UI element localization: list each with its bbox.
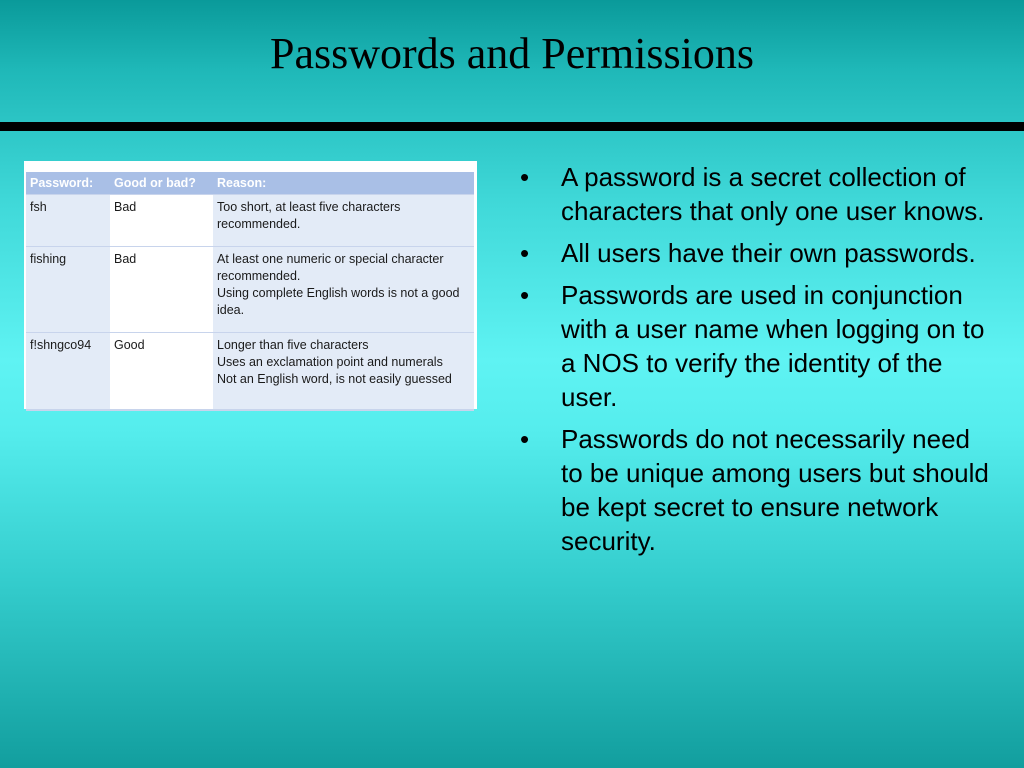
bullet-item xyxy=(520,236,990,270)
table-row xyxy=(26,195,474,247)
cell-password: fishing xyxy=(26,247,110,333)
header-reason: Reason: xyxy=(213,172,474,195)
bullet-item xyxy=(520,422,990,558)
reason-line: Longer than five characters xyxy=(217,338,369,352)
bullet-list xyxy=(520,160,990,566)
bullet-text: Passwords do not necessarily need to be unique among users but should be kept secret to ensure network security. xyxy=(561,424,989,556)
slide-title: Passwords and Permissions xyxy=(269,29,755,78)
bullet-glyph: • xyxy=(520,238,530,268)
bullet-text: A password is a secret collection of characters that only one user knows. xyxy=(561,162,985,226)
reason-line: Using complete English words is not a good idea. xyxy=(217,286,460,317)
title-divider xyxy=(0,122,1024,131)
reason-line: Too short, at least five characters recommended. xyxy=(217,200,401,231)
table-header-row xyxy=(26,172,474,195)
header-password: Password: xyxy=(26,172,110,195)
cell-password: f!shngco94 xyxy=(26,333,110,410)
cell-rating: Bad xyxy=(110,247,213,333)
password-table xyxy=(26,172,474,411)
cell-reason xyxy=(213,195,474,247)
cell-password: fsh xyxy=(26,195,110,247)
bullet-item xyxy=(520,278,990,414)
bullet-glyph: • xyxy=(520,280,530,310)
bullet-glyph: • xyxy=(520,424,530,454)
reason-line: Not an English word, is not easily guessed xyxy=(217,372,452,386)
reason-line: At least one numeric or special character recommended. xyxy=(217,252,444,283)
cell-reason xyxy=(213,333,474,410)
cell-reason xyxy=(213,247,474,333)
cell-rating: Good xyxy=(110,333,213,410)
bullet-item xyxy=(520,160,990,228)
bullet-text: Passwords are used in conjunction with a user name when logging on to a NOS to verify the identity of the user. xyxy=(561,280,985,412)
bullet-text: All users have their own passwords. xyxy=(561,238,976,268)
header-good-or-bad: Good or bad? xyxy=(110,172,213,195)
bullet-glyph: • xyxy=(520,162,530,192)
table-row xyxy=(26,247,474,333)
reason-line: Uses an exclamation point and numerals xyxy=(217,355,443,369)
table-row xyxy=(26,333,474,410)
cell-rating: Bad xyxy=(110,195,213,247)
password-examples-table xyxy=(24,161,477,409)
